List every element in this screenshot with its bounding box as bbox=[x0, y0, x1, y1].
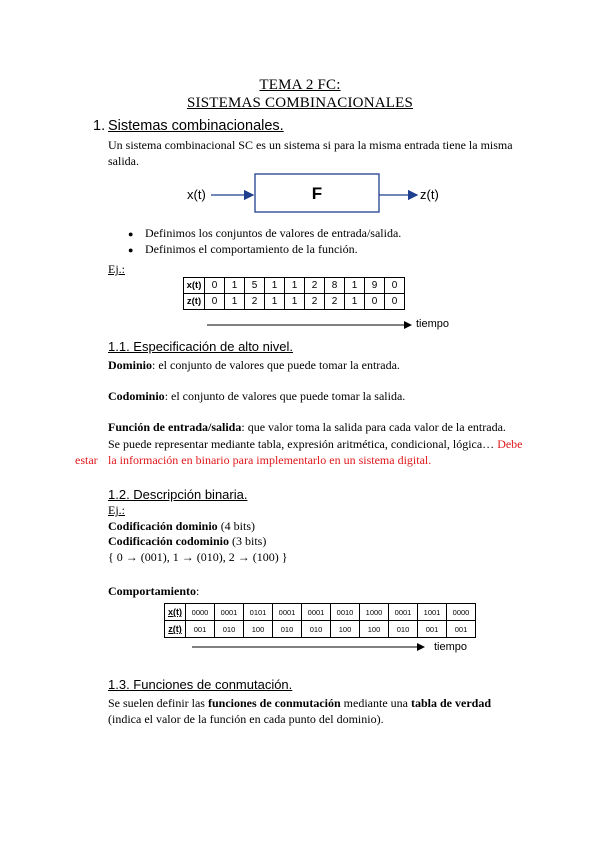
cod-dominio-bits: (4 bits) bbox=[217, 519, 256, 533]
page-subtitle: SISTEMAS COMBINACIONALES bbox=[186, 95, 414, 111]
table-cell: 0001 bbox=[389, 604, 418, 621]
table-cell: 010 bbox=[302, 621, 331, 638]
red-note-2: estar bbox=[75, 453, 98, 467]
represent-line bbox=[108, 437, 523, 452]
table-cell: 0000 bbox=[447, 604, 476, 621]
table-cell: 0 bbox=[385, 278, 405, 294]
table-row bbox=[184, 278, 405, 294]
example-label: Ej.: bbox=[108, 503, 125, 517]
section-1-2-heading: 1.2. Descripción binaria. bbox=[108, 487, 248, 502]
table-cell: 1 bbox=[225, 278, 245, 294]
table-cell: 1 bbox=[285, 294, 305, 310]
diagram-input-label: x(t) bbox=[187, 187, 206, 202]
table-cell: 100 bbox=[244, 621, 273, 638]
table-cell: 1 bbox=[265, 278, 285, 294]
section-1-3-line2: (indica el valor de la función en cada punto del dominio). bbox=[108, 712, 384, 726]
table-cell: 5 bbox=[245, 278, 265, 294]
dominio-term: Dominio bbox=[108, 358, 153, 372]
codominio-text: : el conjunto de valores que puede tomar la salida. bbox=[164, 389, 406, 403]
table-cell: 0 bbox=[205, 278, 225, 294]
table-cell: 1000 bbox=[360, 604, 389, 621]
table-cell: 1001 bbox=[418, 604, 447, 621]
time-arrow bbox=[190, 640, 430, 654]
table-cell: 001 bbox=[418, 621, 447, 638]
table-row-label: z(t) bbox=[184, 294, 205, 310]
comportamiento-colon: : bbox=[195, 584, 200, 598]
table-cell: 0 bbox=[365, 294, 385, 310]
term-funciones-conmutacion: funciones de conmutación bbox=[207, 696, 341, 710]
comportamiento-line bbox=[108, 584, 199, 599]
function-block-label: F bbox=[311, 184, 323, 203]
represent-text: Se puede representar mediante tabla, expresión aritmética, condicional, lógica… bbox=[108, 437, 498, 451]
table-cell: 0101 bbox=[244, 604, 273, 621]
comportamiento-term: Comportamiento bbox=[108, 584, 196, 598]
bullet-item: ● bbox=[128, 229, 134, 239]
table-cell: 1 bbox=[225, 294, 245, 310]
time-arrow bbox=[205, 318, 415, 332]
table-cell: 0001 bbox=[273, 604, 302, 621]
table-cell: 010 bbox=[215, 621, 244, 638]
table-cell: 001 bbox=[186, 621, 215, 638]
bullet-item: ● bbox=[128, 245, 134, 255]
table-cell: 010 bbox=[389, 621, 418, 638]
red-note-1: Debe bbox=[497, 437, 523, 451]
section-1-number: 1. bbox=[93, 118, 106, 134]
page-title: TEMA 2 FC: bbox=[259, 77, 341, 93]
table-cell: 8 bbox=[325, 278, 345, 294]
table-row bbox=[165, 604, 476, 621]
table-cell: 0001 bbox=[215, 604, 244, 621]
red-note-3: la información en binario para implementarlo en un sistema digital. bbox=[108, 453, 432, 467]
table-cell: 2 bbox=[245, 294, 265, 310]
funcion-term: Función de entrada/salida bbox=[108, 420, 242, 434]
table-cell: 0000 bbox=[186, 604, 215, 621]
section-1-intro-line2: salida. bbox=[108, 154, 139, 168]
table-cell: 2 bbox=[305, 278, 325, 294]
funcion-definition bbox=[108, 420, 506, 435]
table-cell: 100 bbox=[331, 621, 360, 638]
cod-dominio-term: Codificación dominio bbox=[108, 519, 218, 533]
table-cell: 9 bbox=[365, 278, 385, 294]
table-row bbox=[165, 621, 476, 638]
table-row-label: z(t) bbox=[165, 621, 186, 638]
dominio-definition bbox=[108, 358, 400, 373]
table-cell: 0 bbox=[385, 294, 405, 310]
table-cell: 100 bbox=[360, 621, 389, 638]
section-1-intro-line1: Un sistema combinacional SC es un sistema si para la misma entrada tiene la misma bbox=[108, 138, 513, 152]
example-table bbox=[183, 277, 405, 310]
section-1-heading: Sistemas combinacionales. bbox=[108, 118, 284, 134]
cod-codominio-bits: (3 bits) bbox=[229, 534, 267, 548]
block-diagram bbox=[180, 168, 450, 216]
table-cell: 0001 bbox=[302, 604, 331, 621]
table-cell: 1 bbox=[345, 294, 365, 310]
table-cell: 2 bbox=[305, 294, 325, 310]
binary-table bbox=[164, 603, 476, 638]
table-cell: 0 bbox=[205, 294, 225, 310]
cod-codominio-term: Codificación codominio bbox=[108, 534, 230, 548]
mapping-line: { 0 → (001), 1 → (010), 2 → (100) } bbox=[108, 550, 288, 564]
table-row-label: x(t) bbox=[165, 604, 186, 621]
text-a: Se suelen definir las bbox=[108, 696, 208, 710]
cod-dominio-line bbox=[108, 519, 255, 534]
bullet-text-1: Definimos los conjuntos de valores de entrada/salida. bbox=[145, 226, 402, 240]
funcion-text: : que valor toma la salida para cada valor de la entrada. bbox=[241, 420, 506, 434]
table-row-label: x(t) bbox=[184, 278, 205, 294]
time-axis-label: tiempo bbox=[416, 318, 450, 330]
table-cell: 010 bbox=[273, 621, 302, 638]
section-1-1-heading: 1.1. Especificación de alto nivel. bbox=[108, 339, 293, 354]
codominio-term: Codominio bbox=[108, 389, 165, 403]
diagram-output-label: z(t) bbox=[420, 187, 439, 202]
table-row bbox=[184, 294, 405, 310]
table-cell: 0010 bbox=[331, 604, 360, 621]
term-tabla-verdad: tabla de verdad bbox=[410, 696, 491, 710]
cod-codominio-line bbox=[108, 534, 266, 549]
table-cell: 1 bbox=[345, 278, 365, 294]
table-cell: 1 bbox=[265, 294, 285, 310]
table-cell: 1 bbox=[285, 278, 305, 294]
codominio-definition bbox=[108, 389, 405, 404]
dominio-text: : el conjunto de valores que puede tomar la entrada. bbox=[152, 358, 400, 372]
example-label: Ej.: bbox=[108, 262, 125, 276]
section-1-3-heading: 1.3. Funciones de conmutación. bbox=[108, 677, 293, 692]
bullet-text-2: Definimos el comportamiento de la función. bbox=[145, 242, 358, 256]
text-b: mediante una bbox=[340, 696, 411, 710]
section-1-3-line1 bbox=[108, 696, 491, 711]
time-axis-label: tiempo bbox=[434, 641, 468, 653]
table-cell: 2 bbox=[325, 294, 345, 310]
table-cell: 001 bbox=[447, 621, 476, 638]
